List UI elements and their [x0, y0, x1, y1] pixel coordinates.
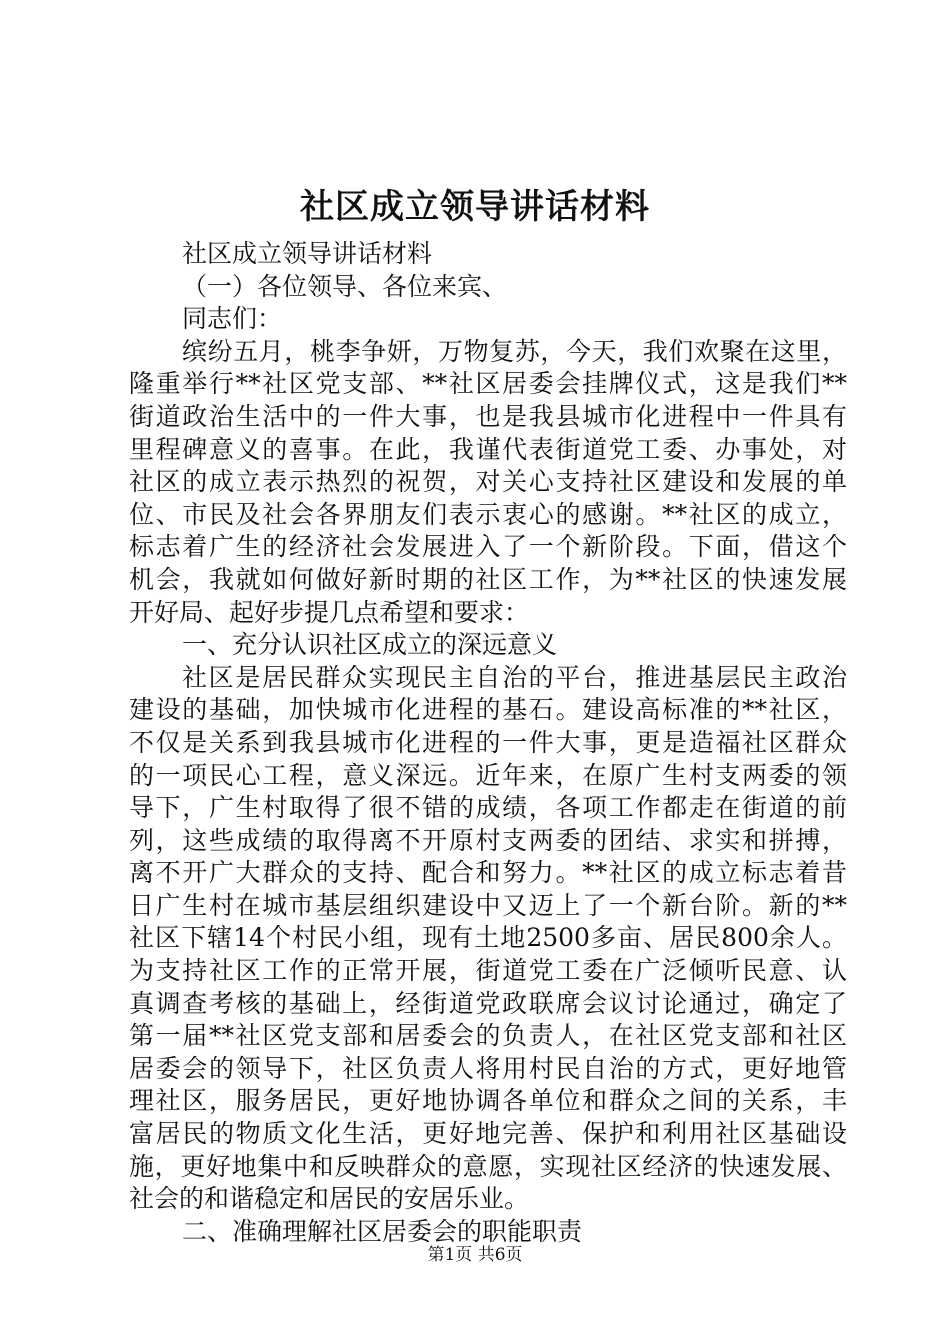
- body-text-line: 社区成立领导讲话材料: [182, 239, 433, 268]
- document-body: [129, 238, 847, 1248]
- body-text-line: 日广生村在城市基层组织建设中又迈上了一个新台阶。新的**: [129, 890, 847, 920]
- body-text-line: 导下，广生村取得了很不错的成绩，各项工作都走在街道的前: [129, 793, 847, 823]
- body-text-line: 开好局、起好步提几点希望和要求：: [129, 597, 530, 627]
- body-text-line: 同志们：: [182, 304, 283, 334]
- body-text-line: 社区是居民群众实现民主自治的平台，推进基层民主政治: [182, 662, 847, 692]
- body-text-line: 机会，我就如何做好新时期的社区工作，为**社区的快速发展: [129, 564, 847, 594]
- body-text-line: 真调查考核的基础上，经街道党政联席会议讨论通过，确定了: [129, 988, 847, 1018]
- body-text-line: 离不开广大群众的支持、配合和努力。**社区的成立标志着昔: [129, 858, 847, 888]
- body-text-line: 施，更好地集中和反映群众的意愿，实现社区经济的快速发展、: [129, 1151, 847, 1181]
- body-text-line: 位、市民及社会各界朋友们表示衷心的感谢。**社区的成立，: [129, 499, 847, 529]
- body-text-line: 居委会的领导下，社区负责人将用村民自治的方式，更好地管: [129, 1053, 847, 1083]
- body-text-line: 二、准确理解社区居委会的职能职责: [182, 1216, 583, 1246]
- body-text-line: 理社区，服务居民，更好地协调各单位和群众之间的关系，丰: [129, 1086, 847, 1116]
- body-text-line: 社区的成立表示热烈的祝贺，对关心支持社区建设和发展的单: [129, 467, 847, 497]
- body-text-line: 富居民的物质文化生活，更好地完善、保护和利用社区基础设: [129, 1119, 847, 1149]
- body-text-line: 缤纷五月，桃李争妍，万物复苏，今天，我们欢聚在这里，: [182, 336, 847, 366]
- body-text-line: 社会的和谐稳定和居民的安居乐业。: [129, 1184, 530, 1214]
- body-text-line: 第一届**社区党支部和居委会的负责人，在社区党支部和社区: [129, 1021, 847, 1051]
- body-text-line: 一、充分认识社区成立的深远意义: [182, 630, 558, 660]
- body-text-line: （一）各位领导、各位来宾、: [182, 271, 508, 301]
- body-text-line: 里程碑意义的喜事。在此，我谨代表街道党工委、办事处，对: [129, 434, 847, 464]
- body-text-line: 为支持社区工作的正常开展，街道党工委在广泛倾听民意、认: [129, 956, 847, 986]
- body-text-line: 的一项民心工程，意义深远。近年来，在原广生村支两委的领: [129, 760, 847, 790]
- body-text-line: 列，这些成绩的取得离不开原村支两委的团结、求实和拼搏，: [129, 825, 847, 855]
- body-text-line: 隆重举行**社区党支部、**社区居委会挂牌仪式，这是我们**: [129, 369, 847, 399]
- page-number-footer: 第1页 共6页: [427, 1245, 523, 1265]
- document-title: 社区成立领导讲话材料: [300, 187, 650, 227]
- body-text-line: 建设的基础，加快城市化进程的基石。建设高标准的**社区，: [129, 695, 847, 725]
- body-text-line: 不仅是关系到我县城市化进程的一件大事，更是造福社区群众: [129, 727, 847, 757]
- body-text-line: 街道政治生活中的一件大事，也是我县城市化进程中一件具有: [129, 401, 847, 431]
- body-text-line: 标志着广生的经济社会发展进入了一个新阶段。下面，借这个: [129, 532, 847, 562]
- body-text-line: 社区下辖14个村民小组，现有土地2500多亩、居民800余人。: [129, 923, 847, 953]
